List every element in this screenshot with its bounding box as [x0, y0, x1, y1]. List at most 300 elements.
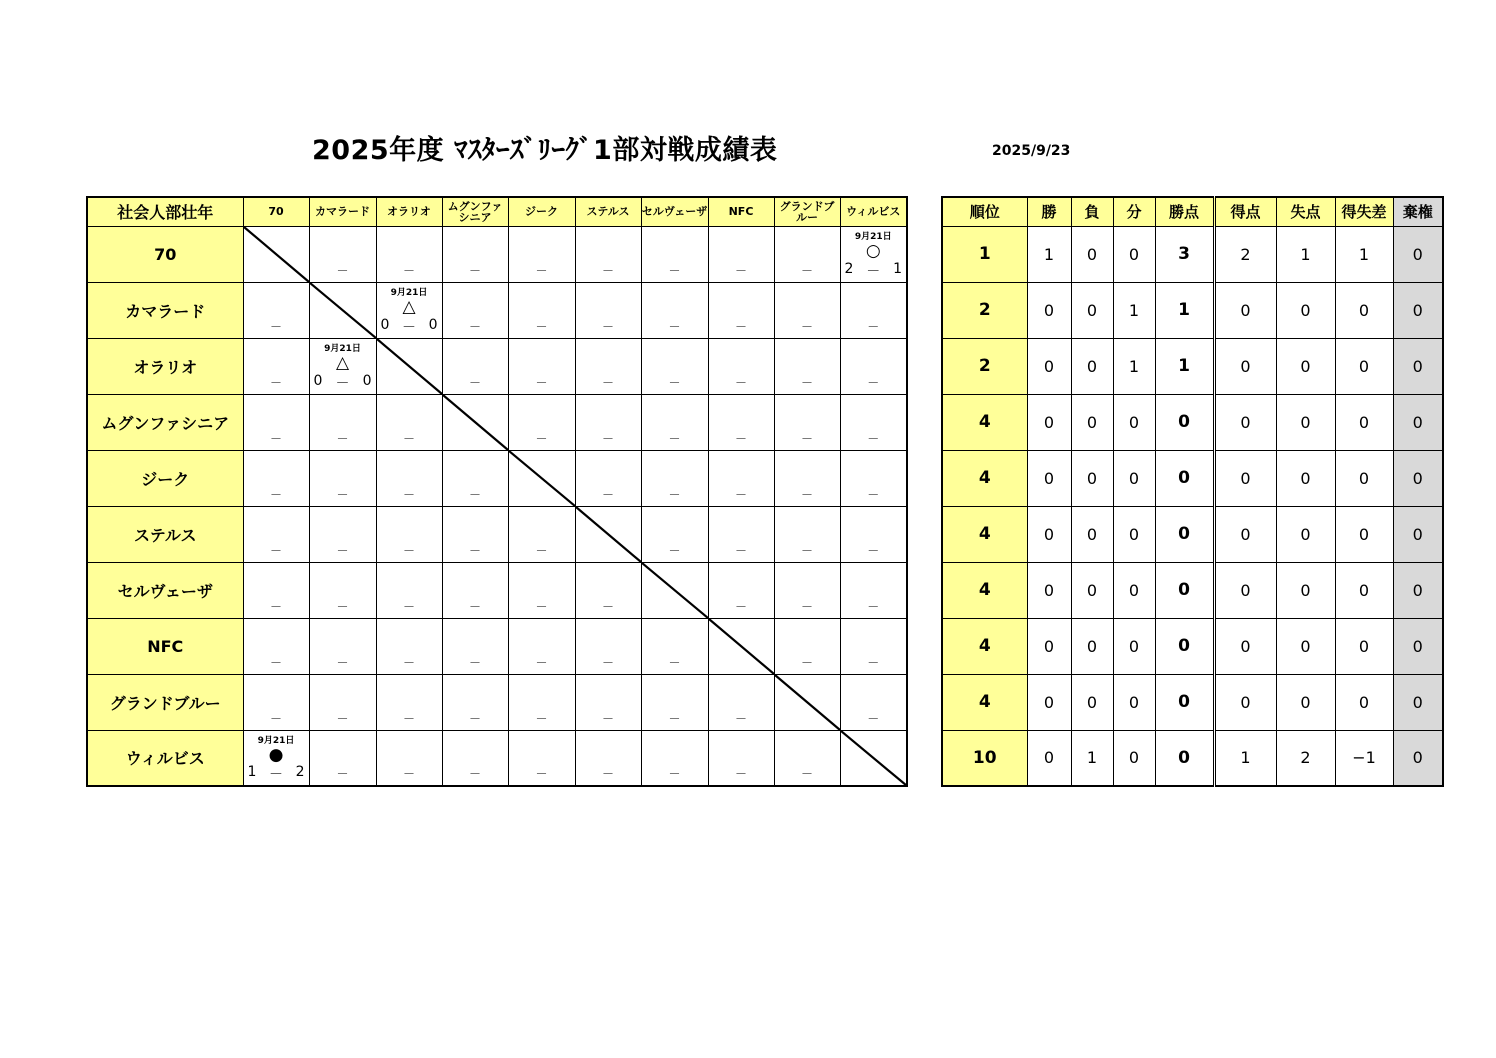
- empty-mark: －: [535, 431, 548, 446]
- empty-mark: －: [269, 599, 282, 614]
- standings-points: 0: [1155, 450, 1214, 506]
- empty-mark: －: [535, 767, 548, 781]
- match-date: 9月21日: [390, 287, 428, 298]
- standings-rank: 4: [942, 506, 1027, 562]
- empty-mark: －: [668, 319, 681, 334]
- empty-mark: －: [601, 711, 614, 726]
- team-name: NFC: [87, 618, 243, 674]
- match-cell: [376, 450, 442, 506]
- standings-goals-for: 0: [1214, 674, 1276, 730]
- standings-row: [942, 450, 1443, 506]
- empty-mark: －: [402, 543, 415, 558]
- empty-mark: －: [800, 319, 813, 334]
- standings-points: 0: [1155, 506, 1214, 562]
- empty-mark: －: [867, 375, 880, 390]
- match-cell: [774, 506, 840, 562]
- standings-losses: 0: [1071, 674, 1113, 730]
- match-cell: [309, 394, 376, 450]
- standings-header: 分: [1113, 197, 1155, 226]
- match-cell: [575, 282, 641, 338]
- standings-table: [941, 196, 1444, 787]
- standings-points: 0: [1155, 674, 1214, 730]
- empty-mark: －: [535, 711, 548, 726]
- standings-goal-difference: 0: [1335, 450, 1393, 506]
- standings-goals-against: 0: [1276, 394, 1335, 450]
- standings-goal-difference: −1: [1335, 730, 1393, 786]
- standings-row: [942, 618, 1443, 674]
- standings-goals-for: 1: [1214, 730, 1276, 786]
- match-cell: [708, 338, 774, 394]
- match-cell: [508, 226, 575, 282]
- standings-header: 負: [1071, 197, 1113, 226]
- empty-mark: －: [336, 655, 349, 670]
- match-cell: [575, 562, 641, 618]
- result-mark: ○: [865, 240, 881, 261]
- match-cell: [376, 674, 442, 730]
- diagonal-cell: [641, 562, 708, 618]
- match-cell: [708, 562, 774, 618]
- match-cell: [376, 618, 442, 674]
- score-for: 1: [247, 764, 257, 780]
- table-row: [87, 282, 907, 338]
- diagonal-cell: [309, 282, 376, 338]
- standings-goal-difference: 0: [1335, 562, 1393, 618]
- empty-mark: －: [336, 263, 349, 278]
- diagonal-cell: [708, 618, 774, 674]
- empty-mark: －: [535, 655, 548, 670]
- standings-header: 得点: [1214, 197, 1276, 226]
- empty-mark: －: [269, 431, 282, 446]
- empty-mark: －: [668, 263, 681, 278]
- empty-mark: －: [269, 375, 282, 390]
- standings-losses: 1: [1071, 730, 1113, 786]
- empty-mark: －: [734, 319, 747, 334]
- empty-mark: －: [601, 375, 614, 390]
- match-cell: [376, 226, 442, 282]
- standings-goals-against: 0: [1276, 618, 1335, 674]
- diagonal-cell: [508, 450, 575, 506]
- score-separator: －: [866, 263, 881, 280]
- empty-mark: －: [269, 319, 282, 334]
- empty-mark: －: [668, 375, 681, 390]
- empty-mark: －: [734, 375, 747, 390]
- match-cell: [442, 506, 508, 562]
- match-result-cell: [309, 338, 376, 394]
- empty-mark: －: [402, 599, 415, 614]
- standings-losses: 0: [1071, 618, 1113, 674]
- standings-wins: 0: [1027, 506, 1071, 562]
- standings-row: [942, 562, 1443, 618]
- match-cell: [508, 506, 575, 562]
- match-cell: [243, 282, 309, 338]
- standings-rank: 10: [942, 730, 1027, 786]
- match-cell: [774, 282, 840, 338]
- empty-mark: －: [468, 263, 481, 278]
- team-name: セルヴェーザ: [87, 562, 243, 618]
- standings-points: 3: [1155, 226, 1214, 282]
- standings-goals-against: 0: [1276, 674, 1335, 730]
- score-separator: －: [402, 319, 416, 336]
- empty-mark: －: [867, 655, 880, 670]
- standings-wins: 0: [1027, 450, 1071, 506]
- match-cell: [840, 450, 907, 506]
- standings-draws: 0: [1113, 450, 1155, 506]
- match-cell: [641, 674, 708, 730]
- empty-mark: －: [269, 711, 282, 726]
- standings-goal-difference: 0: [1335, 338, 1393, 394]
- standings-losses: 0: [1071, 226, 1113, 282]
- match-cell: [641, 618, 708, 674]
- match-result-cell: [243, 730, 309, 786]
- match-cell: [376, 506, 442, 562]
- empty-mark: －: [601, 319, 614, 334]
- empty-mark: －: [867, 431, 880, 446]
- standings-forfeits: 0: [1393, 226, 1443, 282]
- match-cell: [708, 394, 774, 450]
- empty-mark: －: [734, 263, 747, 278]
- empty-mark: －: [468, 767, 481, 781]
- match-score: [845, 261, 903, 281]
- standings-points: 1: [1155, 338, 1214, 394]
- empty-mark: －: [800, 263, 813, 278]
- team-name: グランドブルー: [87, 674, 243, 730]
- standings-rank: 4: [942, 674, 1027, 730]
- standings-goals-for: 0: [1214, 282, 1276, 338]
- empty-mark: －: [867, 319, 880, 334]
- empty-mark: －: [867, 543, 880, 558]
- result-mark: △: [335, 352, 350, 373]
- team-name: ステルス: [87, 506, 243, 562]
- diagonal-cell: [575, 506, 641, 562]
- match-cell: [708, 674, 774, 730]
- table-row: [87, 674, 907, 730]
- standings-wins: 0: [1027, 338, 1071, 394]
- score-for: 0: [380, 316, 390, 333]
- diagonal-cell: [442, 394, 508, 450]
- standings-goals-for: 0: [1214, 450, 1276, 506]
- match-cell: [508, 282, 575, 338]
- table-corner-label: 社会人部壮年: [87, 197, 243, 226]
- empty-mark: －: [867, 487, 880, 502]
- standings-rank: 4: [942, 450, 1027, 506]
- standings-goals-against: 2: [1276, 730, 1335, 786]
- standings-losses: 0: [1071, 338, 1113, 394]
- match-cell: [309, 506, 376, 562]
- standings-goal-difference: 0: [1335, 674, 1393, 730]
- standings-rank: 4: [942, 562, 1027, 618]
- match-cell: [641, 730, 708, 786]
- standings-header: 順位: [942, 197, 1027, 226]
- match-cell: [309, 674, 376, 730]
- match-result-cell: [840, 226, 907, 282]
- standings-row: [942, 394, 1443, 450]
- standings-draws: 1: [1113, 338, 1155, 394]
- match-cell: [376, 562, 442, 618]
- score-against: 0: [362, 372, 372, 389]
- standings-forfeits: 0: [1393, 506, 1443, 562]
- match-cell: [442, 226, 508, 282]
- standings-goal-difference: 1: [1335, 226, 1393, 282]
- result-mark: ●: [268, 744, 284, 765]
- match-cell: [641, 338, 708, 394]
- standings-forfeits: 0: [1393, 618, 1443, 674]
- table-row: [87, 338, 907, 394]
- empty-mark: －: [468, 487, 481, 502]
- standings-row: [942, 674, 1443, 730]
- empty-mark: －: [468, 375, 481, 390]
- standings-rank: 4: [942, 618, 1027, 674]
- standings-losses: 0: [1071, 506, 1113, 562]
- match-cell: [774, 226, 840, 282]
- empty-mark: －: [734, 599, 747, 614]
- match-date: 9月21日: [324, 343, 361, 354]
- match-cell: [840, 506, 907, 562]
- empty-mark: －: [668, 711, 681, 726]
- empty-mark: －: [668, 487, 681, 502]
- standings-row: [942, 506, 1443, 562]
- column-header: カマラード: [309, 197, 376, 226]
- match-score: [248, 764, 305, 784]
- standings-goals-against: 0: [1276, 450, 1335, 506]
- match-cell: [309, 226, 376, 282]
- match-cell: [774, 394, 840, 450]
- standings-forfeits: 0: [1393, 338, 1443, 394]
- standings-points: 1: [1155, 282, 1214, 338]
- empty-mark: －: [336, 431, 349, 446]
- standings-goals-for: 0: [1214, 338, 1276, 394]
- empty-mark: －: [336, 487, 349, 502]
- standings-wins: 0: [1027, 282, 1071, 338]
- match-cell: [376, 730, 442, 786]
- standings-goals-against: 0: [1276, 282, 1335, 338]
- match-cell: [708, 506, 774, 562]
- diagonal-cell: [774, 674, 840, 730]
- match-cell: [575, 618, 641, 674]
- empty-mark: －: [800, 599, 813, 614]
- column-header: ウィルビス: [840, 197, 907, 226]
- match-cell: [840, 338, 907, 394]
- standings-wins: 0: [1027, 562, 1071, 618]
- match-score: [381, 317, 438, 337]
- standings-goals-for: 0: [1214, 506, 1276, 562]
- match-cell: [508, 674, 575, 730]
- standings-draws: 1: [1113, 282, 1155, 338]
- standings-points: 0: [1155, 394, 1214, 450]
- empty-mark: －: [468, 711, 481, 726]
- match-cell: [575, 226, 641, 282]
- empty-mark: －: [269, 655, 282, 670]
- column-header: ムグンファシニア: [442, 197, 508, 226]
- match-cell: [708, 282, 774, 338]
- score-against: 2: [295, 764, 305, 780]
- match-result-cell: [376, 282, 442, 338]
- score-separator: －: [335, 375, 350, 392]
- standings-goals-against: 0: [1276, 562, 1335, 618]
- match-cell: [309, 618, 376, 674]
- match-cell: [708, 450, 774, 506]
- match-cell: [774, 450, 840, 506]
- score-for: 2: [844, 260, 854, 277]
- standings-row: [942, 730, 1443, 786]
- empty-mark: －: [867, 599, 880, 614]
- team-name: カマラード: [87, 282, 243, 338]
- standings-forfeits: 0: [1393, 674, 1443, 730]
- column-header: NFC: [708, 197, 774, 226]
- column-header: セルヴェーザ: [641, 197, 708, 226]
- empty-mark: －: [734, 767, 747, 781]
- standings-wins: 0: [1027, 394, 1071, 450]
- team-name: 70: [87, 226, 243, 282]
- page-title: 2025年度 ﾏｽﾀｰｽﾞﾘｰｸﾞ1部対戦成績表: [312, 135, 778, 166]
- empty-mark: －: [402, 711, 415, 726]
- match-cell: [774, 338, 840, 394]
- standings-rank: 2: [942, 282, 1027, 338]
- empty-mark: －: [668, 655, 681, 670]
- match-cell: [508, 562, 575, 618]
- empty-mark: －: [336, 767, 349, 781]
- match-cell: [840, 394, 907, 450]
- diagonal-cell: [376, 338, 442, 394]
- match-cell: [774, 730, 840, 786]
- standings-rank: 2: [942, 338, 1027, 394]
- table-row: [87, 450, 907, 506]
- column-header: ジーク: [508, 197, 575, 226]
- column-header: 70: [243, 197, 309, 226]
- team-name: ウィルビス: [87, 730, 243, 786]
- standings-header: 得失差: [1335, 197, 1393, 226]
- standings-forfeits: 0: [1393, 730, 1443, 786]
- empty-mark: －: [601, 263, 614, 278]
- match-cell: [442, 674, 508, 730]
- empty-mark: －: [336, 599, 349, 614]
- empty-mark: －: [269, 487, 282, 502]
- table-row: [87, 618, 907, 674]
- match-score: [314, 373, 372, 393]
- match-cell: [243, 450, 309, 506]
- empty-mark: －: [336, 543, 349, 558]
- team-name: オラリオ: [87, 338, 243, 394]
- empty-mark: －: [800, 655, 813, 670]
- match-cell: [774, 618, 840, 674]
- empty-mark: －: [800, 487, 813, 502]
- match-cell: [309, 730, 376, 786]
- match-cell: [840, 562, 907, 618]
- report-date: 2025/9/23: [992, 143, 1071, 159]
- standings-goals-for: 0: [1214, 618, 1276, 674]
- standings-draws: 0: [1113, 226, 1155, 282]
- empty-mark: －: [402, 767, 415, 781]
- table-row: [87, 562, 907, 618]
- match-cell: [575, 674, 641, 730]
- match-date: 9月21日: [854, 231, 892, 242]
- match-cell: [575, 450, 641, 506]
- match-cell: [575, 730, 641, 786]
- empty-mark: －: [402, 655, 415, 670]
- match-cell: [641, 394, 708, 450]
- empty-mark: －: [535, 375, 548, 390]
- match-cell: [243, 338, 309, 394]
- empty-mark: －: [468, 319, 481, 334]
- match-cell: [309, 562, 376, 618]
- match-cell: [840, 618, 907, 674]
- standings-header: 勝: [1027, 197, 1071, 226]
- match-cell: [840, 282, 907, 338]
- standings-rank: 4: [942, 394, 1027, 450]
- empty-mark: －: [734, 711, 747, 726]
- match-date: 9月21日: [257, 735, 295, 746]
- match-cell: [774, 562, 840, 618]
- match-cell: [442, 618, 508, 674]
- match-cell: [708, 730, 774, 786]
- standings-goal-difference: 0: [1335, 394, 1393, 450]
- match-cell: [243, 562, 309, 618]
- standings-wins: 0: [1027, 674, 1071, 730]
- standings-losses: 0: [1071, 450, 1113, 506]
- standings-goal-difference: 0: [1335, 506, 1393, 562]
- match-cell: [376, 394, 442, 450]
- standings-forfeits: 0: [1393, 562, 1443, 618]
- match-cell: [840, 674, 907, 730]
- table-row: [87, 506, 907, 562]
- standings-losses: 0: [1071, 282, 1113, 338]
- match-results-table: [86, 196, 908, 787]
- empty-mark: －: [468, 543, 481, 558]
- standings-goals-for: 0: [1214, 562, 1276, 618]
- standings-goal-difference: 0: [1335, 618, 1393, 674]
- standings-wins: 0: [1027, 730, 1071, 786]
- empty-mark: －: [402, 487, 415, 502]
- standings-losses: 0: [1071, 562, 1113, 618]
- match-cell: [309, 450, 376, 506]
- match-cell: [508, 618, 575, 674]
- score-against: 0: [428, 316, 438, 333]
- empty-mark: －: [468, 599, 481, 614]
- empty-mark: －: [402, 263, 415, 278]
- standings-goal-difference: 0: [1335, 282, 1393, 338]
- match-cell: [243, 618, 309, 674]
- empty-mark: －: [468, 655, 481, 670]
- standings-rank: 1: [942, 226, 1027, 282]
- match-cell: [243, 506, 309, 562]
- standings-losses: 0: [1071, 394, 1113, 450]
- standings-points: 0: [1155, 618, 1214, 674]
- standings-goals-against: 1: [1276, 226, 1335, 282]
- diagonal-cell: [243, 226, 309, 282]
- match-cell: [641, 226, 708, 282]
- standings-goals-against: 0: [1276, 506, 1335, 562]
- standings-forfeits: 0: [1393, 394, 1443, 450]
- empty-mark: －: [668, 767, 681, 781]
- empty-mark: －: [601, 487, 614, 502]
- match-cell: [508, 730, 575, 786]
- empty-mark: －: [734, 431, 747, 446]
- match-cell: [243, 394, 309, 450]
- match-cell: [442, 730, 508, 786]
- table-row: [87, 394, 907, 450]
- empty-mark: －: [800, 375, 813, 390]
- match-cell: [442, 282, 508, 338]
- empty-mark: －: [269, 543, 282, 558]
- standings-row: [942, 338, 1443, 394]
- standings-goals-for: 0: [1214, 394, 1276, 450]
- standings-goals-against: 0: [1276, 338, 1335, 394]
- match-cell: [641, 282, 708, 338]
- standings-goals-for: 2: [1214, 226, 1276, 282]
- empty-mark: －: [336, 711, 349, 726]
- match-cell: [508, 338, 575, 394]
- empty-mark: －: [535, 319, 548, 334]
- match-cell: [442, 562, 508, 618]
